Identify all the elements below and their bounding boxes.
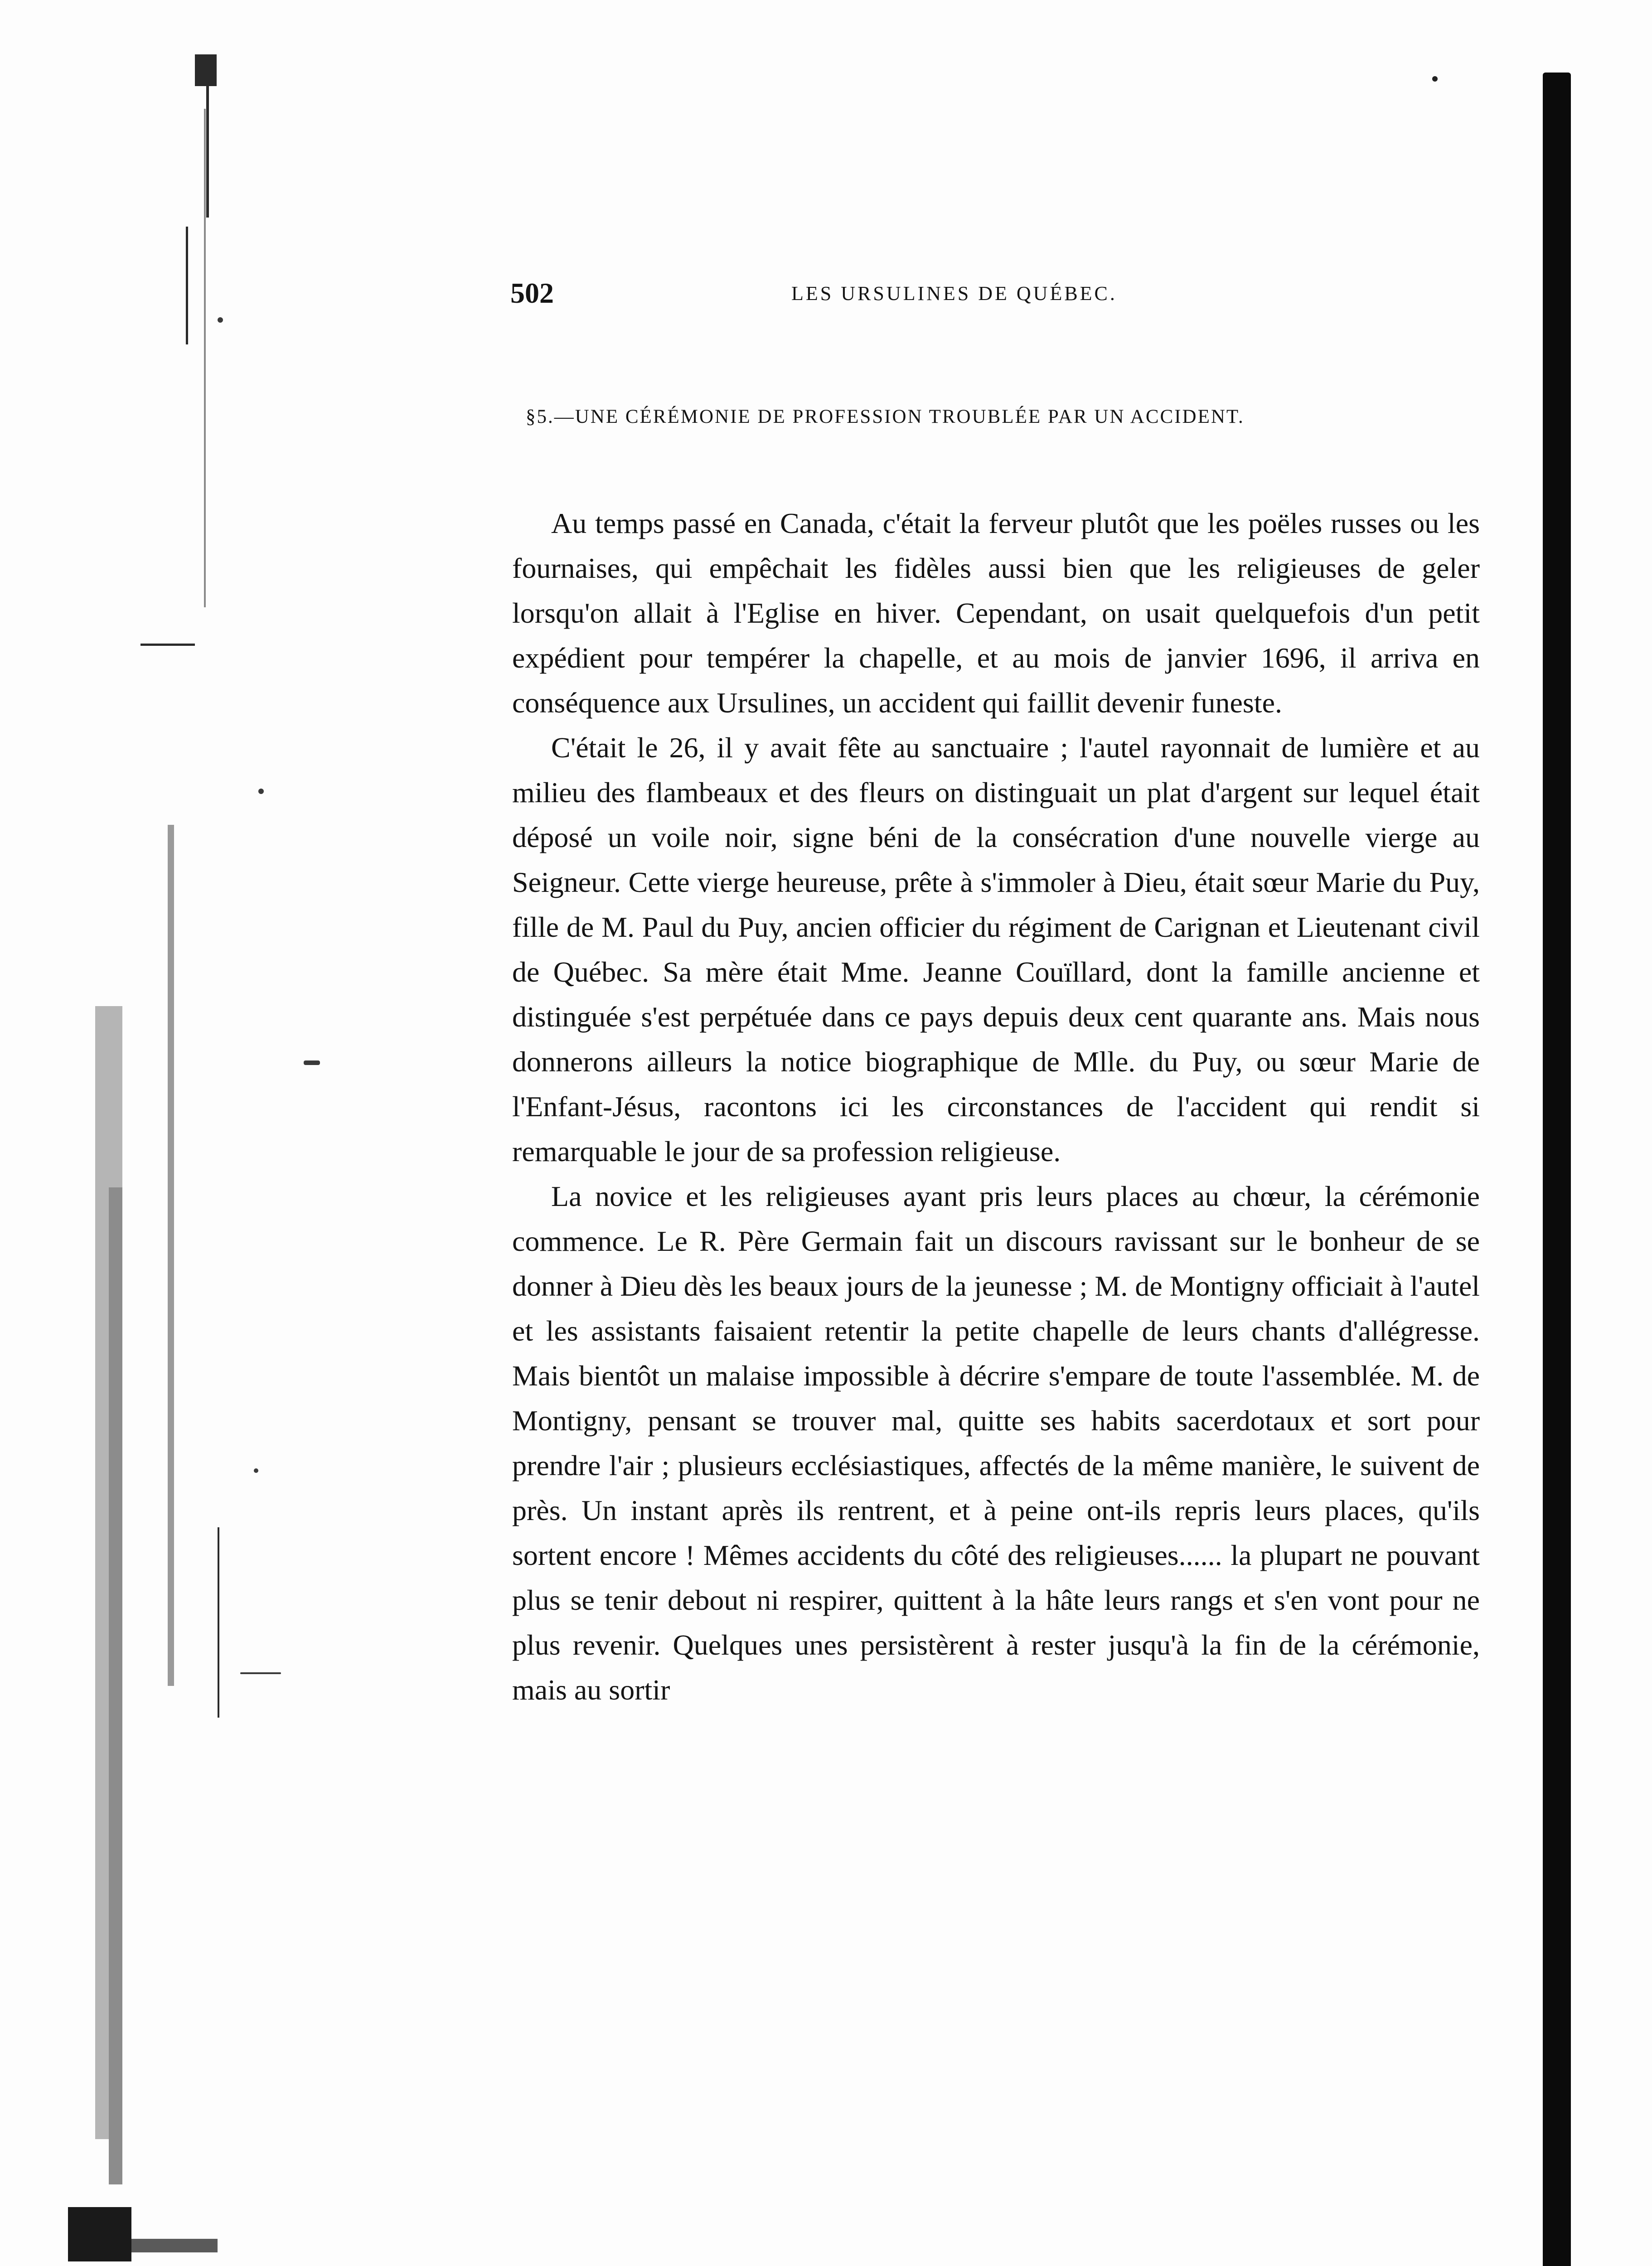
right-edge-shadow: [1543, 73, 1571, 2266]
body-text: [512, 501, 1480, 1712]
page-number: 502: [510, 277, 554, 309]
page-header: [510, 276, 1476, 317]
running-head: LES URSULINES DE QUÉBEC.: [791, 282, 1117, 305]
ink-speck: [1432, 76, 1438, 82]
paragraph: Au temps passé en Canada, c'était la ferveur plutôt que les poëles russes ou les fournaises, qui empêchait les fidèles aussi bien que les religieuses de geler lorsqu'on allait à l'Eglise en hiver. Cependant, on usait quelquefois d'un petit expédient pour tempérer la chapelle, et au mois de janvier 1696, il arriva en conséquence aux Ursulines, un accident qui faillit devenir funeste.: [512, 507, 1480, 719]
paragraph: C'était le 26, il y avait fête au sanctuaire ; l'autel rayonnait de lumière et au milieu des flambeaux et des fleurs on distinguait un plat d'argent sur lequel était déposé un voile noir, signe béni de la consécration d'une nouvelle vierge au Seigneur. Cette vierge heureuse, prête à s'immoler à Dieu, était sœur Marie du Puy, fille de M. Paul du Puy, ancien officier du régiment de Carignan et Lieutenant civil de Québec. Sa mère était Mme. Jeanne Couïllard, dont la famille ancienne et distinguée s'est perpétuée dans ce pays depuis deux cent quarante ans. Mais nous donnerons ailleurs la notice biographique de Mlle. du Puy, ou sœur Marie de l'Enfant-Jésus, racontons ici les circonstances de l'accident qui rendit si remarquable le jour de sa profession religieuse.: [512, 731, 1480, 1167]
paragraph: La novice et les religieuses ayant pris leurs places au chœur, la cérémonie commence. Le R. Père Germain fait un discours ravissant sur le bonheur de se donner à Dieu dès les beaux jours de la jeunesse ; M. de Montigny officiait à l'autel et les assistants faisaient retentir la petite chapelle de leurs chants d'allégresse. Mais bientôt un malaise impossible à décrire s'empare de toute l'assemblée. M. de Montigny, pensant se trouver mal, quitte ses habits sacerdotaux et sort pour prendre l'air ; plusieurs ecclésiastiques, affectés de la même manière, le suivent de près. Un instant après ils rentrent, et à peine ont-ils repris leurs places, qu'ils sortent encore ! Mêmes accidents du côté des religieuses...... la plupart ne pouvant plus se tenir debout ni respirer, quittent à la hâte leurs rangs et s'en vont pour ne plus revenir. Quelques unes persistèrent à rester jusqu'à la fin de la cérémonie, mais au sortir: [512, 1180, 1480, 1706]
section-title: §5.—UNE CÉRÉMONIE DE PROFESSION TROUBLÉE PAR UN ACCIDENT.: [526, 406, 1245, 427]
binding-shadow: [68, 54, 322, 2266]
